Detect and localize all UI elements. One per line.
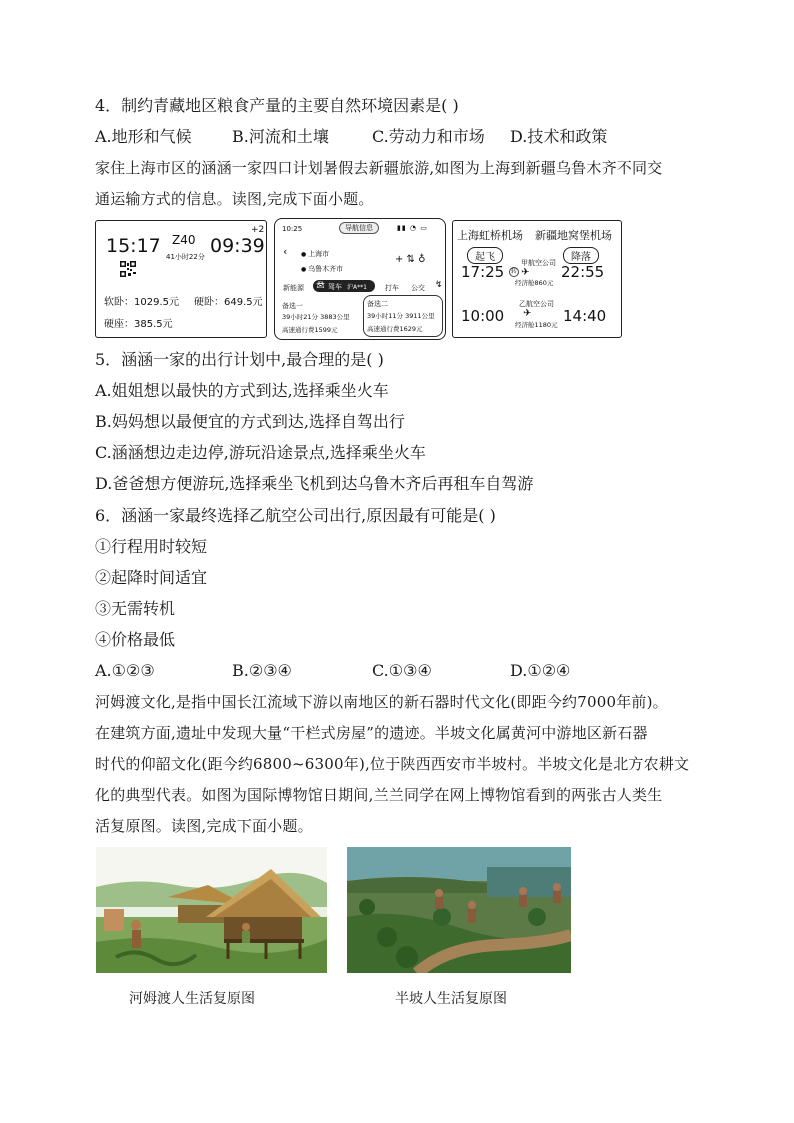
route2-info: 39小时11分 3911公里 (367, 312, 435, 320)
nav-status-time: 10:25 (282, 225, 303, 233)
nav-status-icons: ▮▮ ◔ ▭ (397, 224, 428, 232)
flight2-price: 经济舱1180元 (515, 321, 558, 329)
car-icon: 🚘︎ (316, 281, 325, 289)
navigation-panel (274, 218, 446, 340)
intro2-line4: 化的典型代表。如图为国际博物馆日期间,兰兰同学在网上博物馆看到的两张古人类生 (95, 786, 663, 804)
hemudu-illustration (96, 847, 327, 973)
q5-option-a: A.姐姐想以最快的方式到达,选择乘坐火车 (95, 381, 389, 400)
flight1-plane-icon: ✈ (521, 267, 530, 278)
nav-origin: ● 上海市 (301, 250, 330, 258)
add-swap-mic-icons[interactable]: + ⇅ ♁ (395, 254, 426, 265)
train-info-panel (95, 220, 267, 338)
flight1-airline: 甲航空公司 (521, 259, 556, 267)
q4-option-a: A.地形和气候 (95, 127, 192, 146)
q6-option-a: A.①②③ (95, 661, 155, 680)
train-hard-sleeper: 硬卧：649.5元 (194, 297, 263, 308)
q5-option-d: D.爸爸想方便游玩,选择乘坐飞机到达乌鲁木齐后再租车自驾游 (95, 474, 534, 493)
back-arrow-icon[interactable]: ‹ (283, 245, 288, 258)
nav-badge: 导航信息 (339, 222, 379, 234)
flight1-depart: 17:25 (461, 263, 505, 281)
train-soft-sleeper: 软卧：1029.5元 (104, 297, 179, 308)
train-depart-time: 15:17 (106, 235, 161, 257)
tab-new-energy[interactable]: 新能源 (283, 284, 304, 292)
landing-label: 降落 (563, 247, 599, 264)
intro2-line2: 在建筑方面,遗址中发现大量“干栏式房屋”的遗迹。半坡文化属黄河中游地区新石器 (95, 724, 648, 742)
banpo-caption: 半坡人生活复原图 (395, 991, 507, 1007)
train-arrive-time: 09:39 (210, 235, 265, 257)
q4-option-b: B.河流和土壤 (232, 127, 329, 146)
intro2-line3: 时代的仰韶文化(距今约6800~6300年),位于陕西西安市半坡村。半坡文化是北方农耕文 (95, 755, 690, 773)
flight-info-panel (452, 220, 622, 338)
q6-item-1: ①行程用时较短 (95, 537, 208, 556)
q6-stem: 6．涵涵一家最终选择乙航空公司出行,原因最有可能是( ) (95, 506, 496, 525)
intro2-line1: 河姆渡文化,是指中国长江流域下游以南地区的新石器时代文化(即距今约7000年前)。 (95, 693, 668, 711)
from-airport: 上海虹桥机场 (457, 229, 523, 242)
q4-stem: 4．制约青藏地区粮食产量的主要自然环境因素是( ) (95, 96, 459, 115)
q6-item-4: ④价格最低 (95, 630, 176, 649)
route1-toll: 高速通行费1599元 (282, 326, 338, 334)
train-duration: 41小时22分 (166, 253, 205, 261)
flight2-airline: 乙航空公司 (519, 300, 554, 308)
route2-toll: 高速通行费1629元 (367, 325, 423, 333)
route2-name: 备选二 (367, 300, 388, 308)
intro2-line5: 活复原图。读图,完成下面小题。 (95, 817, 313, 835)
nav-destination: ● 乌鲁木齐市 (301, 265, 344, 273)
q6-option-d: D.①②④ (510, 661, 571, 680)
q5-stem: 5．涵涵一家的出行计划中,最合理的是( ) (95, 350, 384, 369)
q4-option-d: D.技术和政策 (510, 127, 608, 146)
to-airport: 新疆地窝堡机场 (535, 229, 612, 242)
q5-option-c: C.涵涵想边走边停,游玩沿途景点,选择乘坐火车 (95, 443, 426, 462)
route1-info: 39小时21分 3883公里 (282, 313, 350, 321)
q6-item-3: ③无需转机 (95, 599, 176, 618)
hemudu-caption: 河姆渡人生活复原图 (129, 991, 255, 1007)
takeoff-label: 起飞 (467, 247, 503, 264)
q5-option-b: B.妈妈想以最便宜的方式到达,选择自驾出行 (95, 412, 405, 431)
qr-code-icon (120, 261, 136, 281)
intro1-line1: 家住上海市区的涵涵一家四口计划暑假去新疆旅游,如图为上海到新疆乌鲁木齐不同交 (95, 159, 663, 177)
banpo-illustration (347, 847, 571, 973)
tab-drive[interactable]: 🚘︎ 驾车 沪A**1 (313, 280, 375, 292)
train-hard-seat: 硬座：385.5元 (104, 319, 173, 330)
q6-option-c: C.①③④ (372, 661, 432, 680)
tab-taxi[interactable]: 打车 (385, 284, 399, 292)
tab-bus[interactable]: 公交 (411, 284, 425, 292)
flight2-plane-icon: ✈ (523, 308, 532, 319)
walk-icon[interactable]: ↯ (435, 280, 443, 290)
route1-name[interactable]: 备选一 (282, 302, 303, 310)
q6-option-b: B.②③④ (232, 661, 292, 680)
q6-item-2: ②起降时间适宜 (95, 568, 208, 587)
train-plus-day: +2 (251, 225, 265, 235)
flight1-transfer: 转 (510, 268, 517, 275)
q4-option-c: C.劳动力和市场 (372, 127, 485, 146)
flight2-arrive: 14:40 (563, 307, 607, 325)
train-number: Z40 (172, 233, 196, 247)
flight2-depart: 10:00 (461, 307, 505, 325)
flight1-price: 经济舱860元 (515, 279, 554, 287)
intro1-line2: 通运输方式的信息。读图,完成下面小题。 (95, 190, 374, 208)
flight1-arrive: 22:55 (561, 263, 605, 281)
